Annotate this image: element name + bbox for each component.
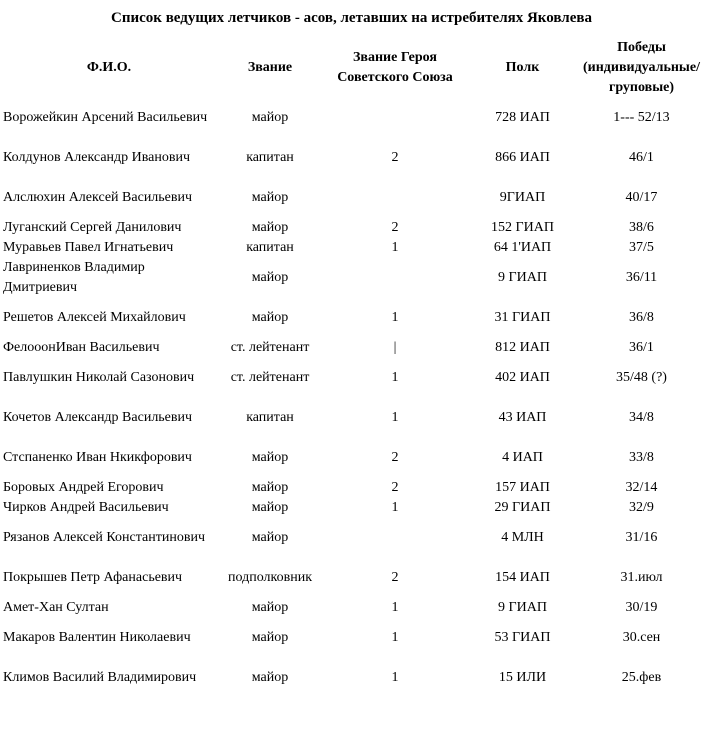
cell-rank: ст. лейтенант [230,340,310,355]
cell-name: Макаров Валентин Николаевич [3,630,191,645]
cell-rank: капитан [246,410,294,425]
cell-hero: 2 [391,570,399,585]
cell-rank: майор [251,110,289,125]
cell-victories: 31/16 [625,530,658,545]
cell-hero: 1 [391,600,399,615]
cell-name: Рязанов Алексей Константинович [3,530,205,545]
cell-hero: 2 [391,450,399,465]
table-row [3,218,703,238]
table-row [3,558,703,598]
cell-victories: 35/48 (?) [616,370,667,385]
cell-name: Боровых Андрей Егорович [3,480,164,495]
cell-hero [325,518,465,558]
cell-victories: 36/1 [629,340,654,355]
table-row [3,478,703,498]
cell-name: Ворожейкин Арсений Васильевич [3,110,208,125]
cell-regiment: 4 ИАП [502,450,543,465]
cell-name: Колдунов Александр Иванович [3,150,191,165]
cell-hero [325,178,465,218]
table-row [3,518,703,558]
page-title: Список ведущих летчиков - асов, летавших на истребителях Яковлева [111,10,592,26]
cell-victories: 30/19 [625,600,658,615]
cell-name: Стспаненко Иван Нкикфорович [3,450,192,465]
cell-hero: 1 [391,310,399,325]
cell-regiment: 154 ИАП [495,570,550,585]
cell-regiment: 9 ГИАП [498,600,547,615]
cell-rank: майор [251,530,289,545]
cell-regiment: 31 ГИАП [494,310,551,325]
table-body [3,98,703,698]
cell-victories: 25.фев [621,670,662,685]
cell-hero: 2 [391,220,399,235]
aces-table [3,38,703,698]
table-row [3,258,703,298]
table-row [3,238,703,258]
table-row [3,98,703,138]
cell-hero: 1 [391,410,399,425]
cell-rank: майор [251,190,289,205]
cell-regiment: 29 ГИАП [494,500,551,515]
cell-rank: майор [251,670,289,685]
cell-rank: майор [251,500,289,515]
cell-regiment: 157 ИАП [495,480,550,495]
cell-regiment: 53 ГИАП [494,630,551,645]
header-hero: Звание Героя Советского Союза [337,50,453,85]
cell-hero: 2 [391,480,399,495]
cell-name: Павлушкин Николай Сазонович [3,370,195,385]
cell-victories: 40/17 [625,190,658,205]
cell-victories: 32/14 [625,480,658,495]
table-row [3,138,703,178]
cell-name: Муравьев Павел Игнатьевич [3,240,174,255]
cell-victories: 46/1 [629,150,654,165]
cell-name: Покрышев Петр Афанасьевич [3,570,183,585]
cell-name: Климов Василий Владимирович [3,670,197,685]
cell-name: ФелооонИван Васильевич [3,340,160,355]
cell-regiment: 15 ИЛИ [498,670,547,685]
cell-rank: майор [251,600,289,615]
table-row [3,438,703,478]
cell-rank: майор [251,310,289,325]
cell-name: Алслюхин Алексей Васильевич [3,190,193,205]
cell-name: Чирков Андрей Васильевич [3,500,169,515]
table-header [3,38,703,98]
cell-victories: 1--- 52/13 [613,110,670,125]
table-row [3,658,703,698]
cell-regiment: 728 ИАП [495,110,550,125]
cell-victories: 36/8 [629,310,654,325]
cell-hero: | [393,340,397,355]
table-row [3,178,703,218]
cell-rank: майор [251,270,289,285]
cell-regiment: 9ГИАП [499,190,546,205]
cell-name: Луганский Сергей Данилович [3,220,182,235]
cell-rank: майор [251,480,289,495]
cell-hero: 1 [391,370,399,385]
cell-rank: ст. лейтенант [230,370,310,385]
cell-hero: 1 [391,630,399,645]
cell-regiment: 402 ИАП [495,370,550,385]
table-row [3,598,703,618]
cell-regiment: 866 ИАП [495,150,550,165]
table-row [3,618,703,658]
header-victories: Победы (индивидуальные/ груповые) [583,40,700,95]
table-row [3,358,703,398]
header-rank: Звание [247,60,293,75]
cell-regiment: 64 1'ИАП [493,240,552,255]
table-row [3,498,703,518]
table-row [3,338,703,358]
cell-victories: 36/11 [625,270,658,285]
cell-name: Лавриненков Владимир Дмитриевич [3,260,145,295]
cell-rank: капитан [246,150,294,165]
cell-hero: 1 [391,670,399,685]
cell-name: Амет-Хан Султан [3,600,109,615]
cell-victories: 34/8 [629,410,654,425]
cell-victories: 38/6 [629,220,654,235]
cell-regiment: 4 МЛН [501,530,544,545]
cell-regiment: 9 ГИАП [498,270,547,285]
cell-rank: майор [251,220,289,235]
cell-victories: 32/9 [629,500,654,515]
cell-name: Решетов Алексей Михайлович [3,310,186,325]
cell-hero: 1 [391,500,399,515]
cell-hero: 1 [391,240,399,255]
cell-rank: майор [251,450,289,465]
table-row [3,398,703,438]
table-row [3,298,703,338]
cell-victories: 31.июл [620,570,663,585]
cell-victories: 33/8 [629,450,654,465]
cell-rank: капитан [246,240,294,255]
cell-victories: 30.сен [622,630,661,645]
cell-hero [325,98,465,138]
cell-victories: 37/5 [629,240,654,255]
cell-rank: подполковник [228,570,312,585]
cell-hero: 2 [391,150,399,165]
cell-regiment: 152 ГИАП [491,220,554,235]
cell-rank: майор [251,630,289,645]
cell-regiment: 43 ИАП [498,410,547,425]
header-regiment: Полк [505,60,540,75]
header-name: Ф.И.О. [86,60,132,75]
cell-hero [325,258,465,298]
cell-name: Кочетов Александр Васильевич [3,410,193,425]
cell-regiment: 812 ИАП [495,340,550,355]
